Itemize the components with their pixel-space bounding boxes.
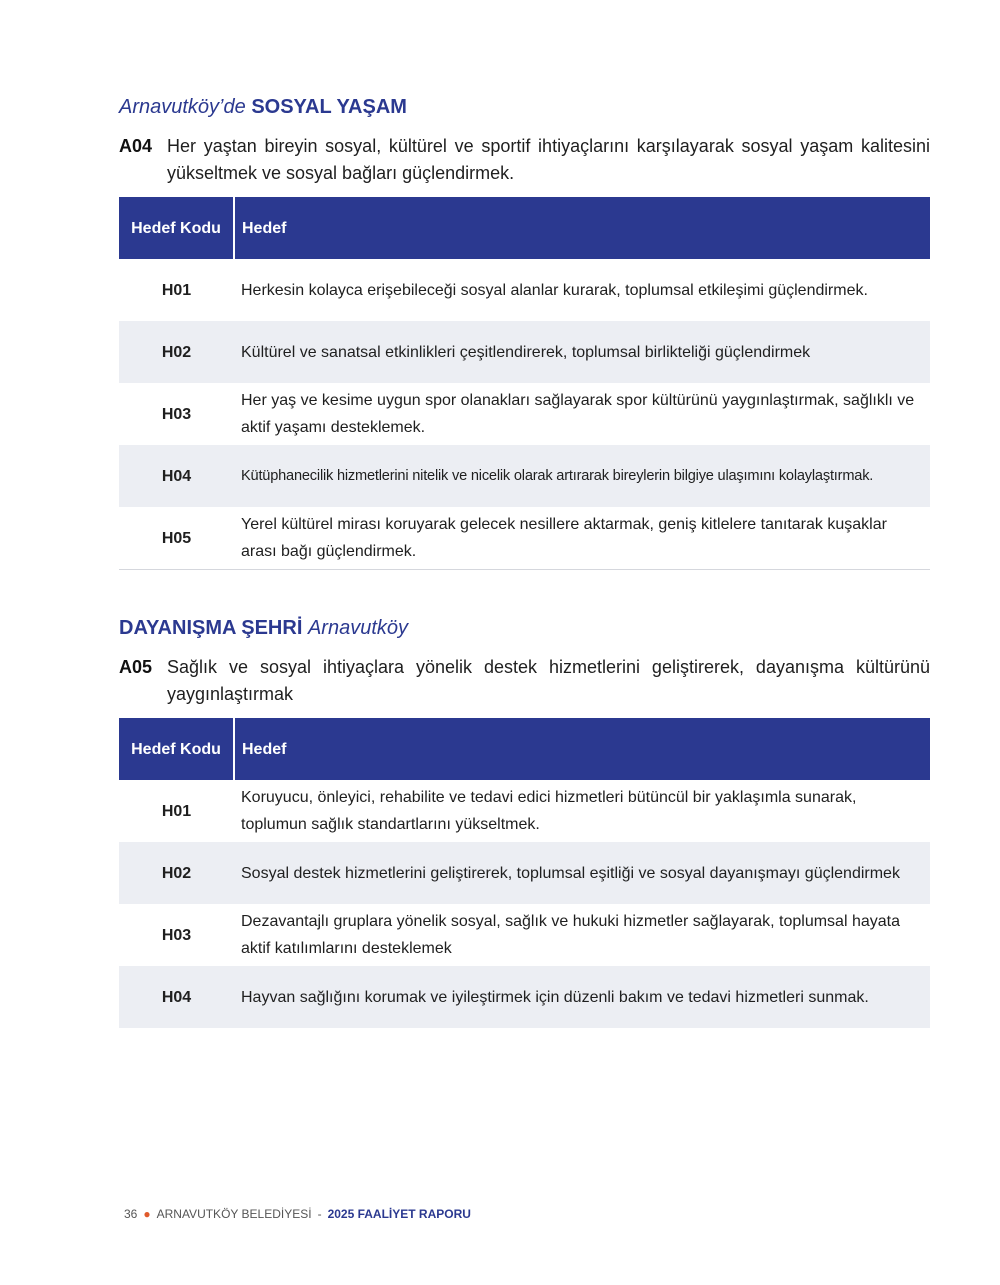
header-code: Hedef Kodu — [119, 197, 234, 259]
table-row — [119, 842, 930, 904]
goal-text: Herkesin kolayca erişebileceği sosyal alanlar kurarak, toplumsal etkileşimi güçlendirmek. — [241, 281, 868, 299]
goal-text: Dezavantajlı gruplara yönelik sosyal, sağlık ve hukuki hizmetler sağlayarak, toplumsal hayata aktif katılımlarını desteklemek — [241, 913, 900, 957]
page-footer — [124, 1207, 471, 1221]
section-title — [119, 95, 930, 119]
table-row — [119, 445, 930, 507]
goal-text: Hayvan sağlığını korumak ve iyileştirmek için düzenli bakım ve tedavi hizmetleri sunmak. — [234, 966, 930, 1028]
aim-code: A05 — [119, 657, 153, 677]
goal-text: Kültürel ve sanatsal etkinlikleri çeşitlendirerek, toplumsal birlikteliği güçlendirmek — [234, 321, 930, 383]
section-title-bold: DAYANIŞMA ŞEHRİ — [119, 617, 303, 639]
footer-org: ARNAVUTKÖY BELEDİYESİ — [156, 1207, 312, 1221]
section-sosyal-yasam — [119, 95, 930, 570]
table-row — [119, 780, 930, 842]
aim-text: Sağlık ve sosyal ihtiyaçlara yönelik destek hizmetlerini geliştirerek, dayanışma kültürünü yaygınlaştırmak — [167, 657, 930, 704]
section-dayanisma-sehri — [119, 616, 930, 1028]
table-row — [119, 507, 930, 570]
aim-code: A04 — [119, 136, 153, 156]
table-row — [119, 966, 930, 1028]
goal-text: Her yaş ve kesime uygun spor olanakları sağlayarak spor kültürünü yaygınlaştırmak, sağlıklı ve aktif yaşamı desteklemek. — [241, 392, 915, 436]
footer-report-title: 2025 FAALİYET RAPORU — [327, 1207, 471, 1221]
header-code: Hedef Kodu — [119, 718, 234, 780]
goal-code: H04 — [119, 966, 234, 1028]
section-title-italic: Arnavutköy — [307, 617, 409, 639]
bullet-dot-icon: ● — [143, 1207, 151, 1221]
footer-separator: - — [317, 1207, 322, 1221]
header-goal: Hedef — [234, 718, 930, 780]
goal-code: H04 — [119, 445, 234, 507]
goal-text: Yerel kültürel mirası koruyarak gelecek nesillere aktarmak, geniş kitlelere tanıtarak kuşaklar arası bağı güçlendirmek. — [241, 516, 887, 560]
goal-text: Sosyal destek hizmetlerini geliştirerek, toplumsal eşitliği ve sosyal dayanışmayı güçlendirmek — [234, 842, 930, 904]
aim-text: Her yaştan bireyin sosyal, kültürel ve sportif ihtiyaçlarını karşılayarak sosyal yaşam kalitesini yükseltmek ve sosyal bağları güçlendirmek. — [167, 136, 930, 183]
goals-table — [119, 197, 930, 570]
goal-code: H01 — [161, 802, 192, 820]
section-title — [119, 616, 930, 640]
table-header-row — [119, 197, 930, 259]
table-row — [119, 259, 930, 321]
goal-code: H03 — [161, 926, 192, 944]
goal-code: H02 — [119, 321, 234, 383]
goal-text: Koruyucu, önleyici, rehabilite ve tedavi edici hizmetleri bütüncül bir yaklaşımla sunarak, toplumun sağlık standartlarını yükseltmek. — [241, 789, 857, 833]
goals-table — [119, 718, 930, 1028]
aim-statement — [119, 133, 930, 187]
table-row — [119, 904, 930, 966]
aim-statement — [119, 654, 930, 708]
goal-code: H05 — [161, 529, 192, 547]
table-row — [119, 383, 930, 445]
table-row — [119, 321, 930, 383]
page-number: 36 — [124, 1207, 138, 1221]
header-goal: Hedef — [234, 197, 930, 259]
goal-code: H02 — [119, 842, 234, 904]
section-title-italic: Arnavutköy’de — [119, 96, 246, 118]
section-title-bold: SOSYAL YAŞAM — [251, 96, 407, 118]
goal-code: H01 — [161, 281, 192, 299]
table-header-row — [119, 718, 930, 780]
goal-text: Kütüphanecilik hizmetlerini nitelik ve nicelik olarak artırarak bireylerin bilgiye ulaşımını kolaylaştırmak. — [234, 445, 930, 507]
goal-code: H03 — [161, 405, 192, 423]
